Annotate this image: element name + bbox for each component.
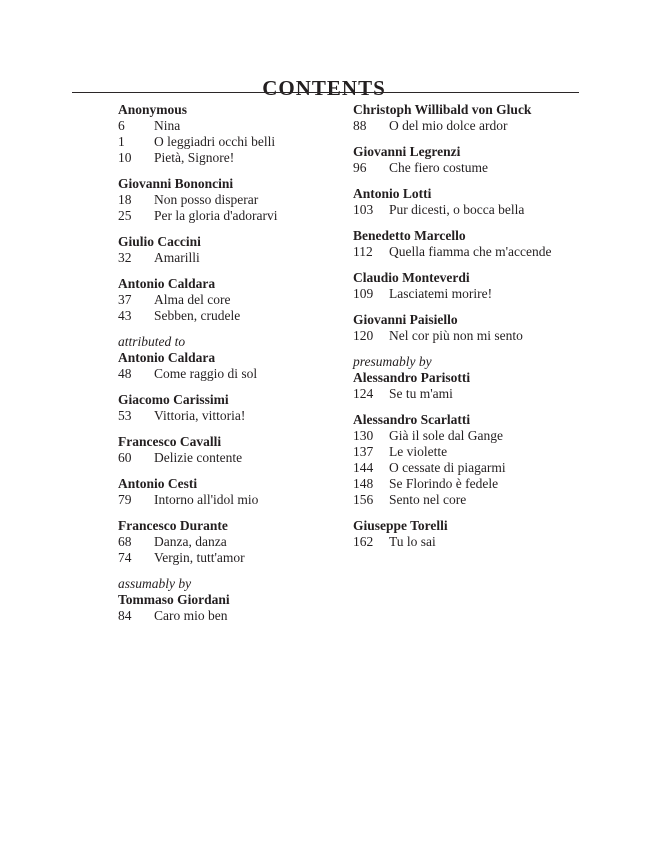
song-page-number: 112	[353, 244, 373, 259]
song-entry	[353, 386, 593, 402]
song-page-number: 6	[118, 118, 125, 133]
song-entry	[353, 534, 593, 550]
song-entry	[118, 292, 353, 308]
attribution-note: assumably by	[118, 576, 192, 591]
song-page-number: 84	[118, 608, 132, 623]
composer-name: Giovanni Paisiello	[353, 312, 458, 327]
song-page-number: 1	[118, 134, 125, 149]
composer-name: Giulio Caccini	[118, 234, 201, 249]
song-entry	[118, 150, 353, 166]
song-title: Caro mio ben	[154, 608, 228, 623]
song-title: Per la gloria d'adorarvi	[154, 208, 278, 223]
song-title: Sebben, crudele	[154, 308, 241, 323]
composer-name: Giuseppe Torelli	[353, 518, 448, 533]
song-page-number: 103	[353, 202, 374, 217]
song-page-number: 109	[353, 286, 374, 301]
song-entry	[118, 550, 353, 566]
composer-name: Alessandro Scarlatti	[353, 412, 471, 427]
song-entry	[353, 118, 593, 134]
composer-group	[353, 412, 593, 508]
composer-group	[353, 186, 593, 218]
composer-name: Antonio Caldara	[118, 276, 216, 291]
song-entry	[353, 160, 593, 176]
song-entry	[118, 250, 353, 266]
song-page-number: 53	[118, 408, 132, 423]
song-entry	[353, 428, 593, 444]
song-title: Lasciatemi morire!	[389, 286, 493, 301]
page-title: CONTENTS	[262, 76, 386, 101]
song-page-number: 18	[118, 192, 132, 207]
song-page-number: 60	[118, 450, 132, 465]
song-page-number: 48	[118, 366, 132, 381]
composer-group	[353, 312, 593, 344]
song-page-number: 37	[118, 292, 132, 307]
composer-name: Giovanni Bononcini	[118, 176, 234, 191]
song-entry	[353, 244, 593, 260]
song-entry	[118, 492, 353, 508]
song-entry	[353, 444, 593, 460]
song-page-number: 68	[118, 534, 132, 549]
song-title: Come raggio di sol	[154, 366, 258, 381]
composer-group	[118, 518, 353, 566]
composer-name: Antonio Caldara	[118, 350, 216, 365]
composer-name: Francesco Durante	[118, 518, 228, 533]
song-title: Vergin, tutt'amor	[154, 550, 245, 565]
song-title: Amarilli	[154, 250, 200, 265]
song-title: Delizie contente	[154, 450, 243, 465]
attribution-note: presumably by	[353, 354, 432, 369]
song-entry	[353, 286, 593, 302]
song-title: Pur dicesti, o bocca bella	[389, 202, 525, 217]
song-title: Se tu m'ami	[389, 386, 453, 401]
attribution-note: attributed to	[118, 334, 186, 349]
contents-column-left	[118, 102, 353, 634]
song-page-number: 156	[353, 492, 374, 507]
song-entry	[353, 202, 593, 218]
composer-name: Alessandro Parisotti	[353, 370, 471, 385]
song-page-number: 10	[118, 150, 132, 165]
composer-group	[353, 354, 593, 402]
song-title: Sento nel core	[389, 492, 467, 507]
song-title: O leggiadri occhi belli	[154, 134, 276, 149]
composer-group	[353, 102, 593, 134]
composer-group	[118, 434, 353, 466]
composer-group	[118, 176, 353, 224]
contents-column-right	[353, 102, 593, 560]
song-entry	[118, 208, 353, 224]
song-title: O del mio dolce ardor	[389, 118, 508, 133]
song-entry	[118, 534, 353, 550]
song-page-number: 144	[353, 460, 374, 475]
song-title: Alma del core	[154, 292, 231, 307]
composer-name: Anonymous	[118, 102, 188, 117]
song-title: Già il sole dal Gange	[389, 428, 503, 443]
song-title: Tu lo sai	[389, 534, 436, 549]
song-entry	[118, 608, 353, 624]
song-title: Intorno all'idol mio	[154, 492, 259, 507]
song-entry	[353, 476, 593, 492]
song-page-number: 88	[353, 118, 367, 133]
composer-group	[118, 276, 353, 324]
song-entry	[353, 460, 593, 476]
song-title: Se Florindo è fedele	[389, 476, 499, 491]
song-page-number: 162	[353, 534, 374, 549]
composer-name: Francesco Cavalli	[118, 434, 222, 449]
song-entry	[353, 492, 593, 508]
composer-name: Claudio Monteverdi	[353, 270, 470, 285]
composer-group	[353, 270, 593, 302]
song-page-number: 79	[118, 492, 132, 507]
song-title: Nel cor più non mi sento	[389, 328, 523, 343]
song-page-number: 120	[353, 328, 374, 343]
composer-group	[118, 392, 353, 424]
composer-name: Giacomo Carissimi	[118, 392, 229, 407]
composer-group	[353, 518, 593, 550]
title-rule	[72, 92, 579, 93]
composer-group	[118, 234, 353, 266]
song-page-number: 148	[353, 476, 374, 491]
composer-group	[353, 144, 593, 176]
song-title: Che fiero costume	[389, 160, 488, 175]
song-page-number: 43	[118, 308, 132, 323]
contents-columns	[118, 102, 593, 634]
composer-name: Giovanni Legrenzi	[353, 144, 461, 159]
song-title: Vittoria, vittoria!	[154, 408, 246, 423]
song-title: Quella fiamma che m'accende	[389, 244, 552, 259]
song-page-number: 124	[353, 386, 374, 401]
composer-name: Christoph Willibald von Gluck	[353, 102, 532, 117]
song-title: Danza, danza	[154, 534, 227, 549]
song-title: Nina	[154, 118, 181, 133]
song-page-number: 96	[353, 160, 367, 175]
song-title: Non posso disperar	[154, 192, 259, 207]
song-page-number: 32	[118, 250, 132, 265]
song-title: Pietà, Signore!	[154, 150, 235, 165]
song-page-number: 137	[353, 444, 374, 459]
song-entry	[353, 328, 593, 344]
song-title: Le violette	[389, 444, 448, 459]
composer-name: Tommaso Giordani	[118, 592, 230, 607]
song-entry	[118, 450, 353, 466]
song-entry	[118, 408, 353, 424]
song-entry	[118, 134, 353, 150]
composer-name: Antonio Lotti	[353, 186, 432, 201]
composer-name: Benedetto Marcello	[353, 228, 466, 243]
song-page-number: 74	[118, 550, 132, 565]
song-entry	[118, 118, 353, 134]
composer-name: Antonio Cesti	[118, 476, 198, 491]
composer-group	[118, 476, 353, 508]
song-title: O cessate di piagarmi	[389, 460, 506, 475]
song-entry	[118, 308, 353, 324]
composer-group	[353, 228, 593, 260]
song-entry	[118, 192, 353, 208]
song-page-number: 130	[353, 428, 374, 443]
composer-group	[118, 102, 353, 166]
composer-group	[118, 576, 353, 624]
song-entry	[118, 366, 353, 382]
composer-group	[118, 334, 353, 382]
song-page-number: 25	[118, 208, 132, 223]
